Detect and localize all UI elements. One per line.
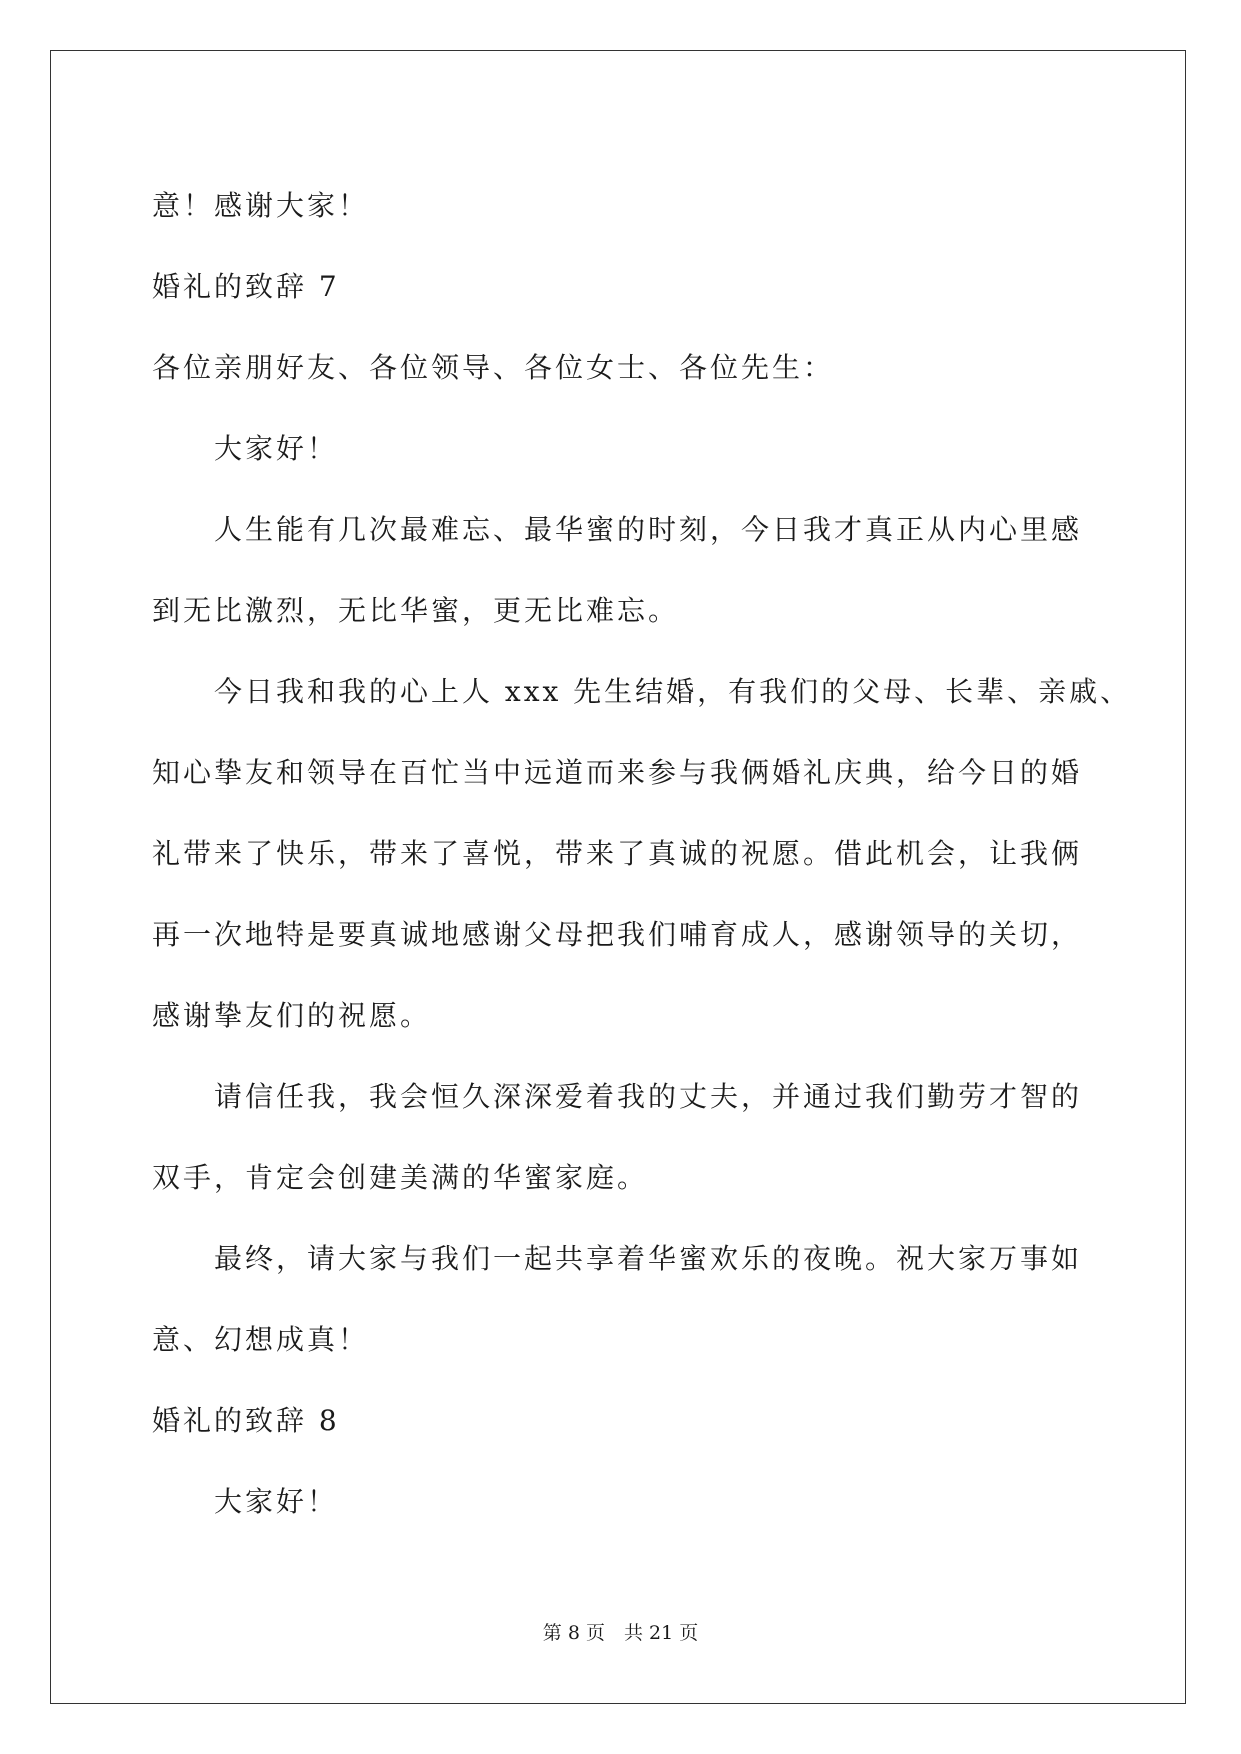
paragraph-line: 知心挚友和领导在百忙当中远道而来参与我俩婚礼庆典，给今日的婚 [152,756,1083,789]
section-heading: 婚礼的致辞 7 [152,270,340,303]
paragraph-line: 人生能有几次最难忘、最华蜜的时刻，今日我才真正从内心里感 [214,513,1083,546]
salutation: 各位亲朋好友、各位领导、各位女士、各位先生： [152,351,835,384]
paragraph-line: 请信任我，我会恒久深深爱着我的丈夫，并通过我们勤劳才智的 [214,1080,1083,1113]
paragraph-line: 今日我和我的心上人 xxx 先生结婚，有我们的父母、长辈、亲戚、 [214,675,1132,708]
text-line: 意！感谢大家！ [152,189,370,222]
paragraph-line: 感谢挚友们的祝愿。 [152,999,432,1032]
paragraph-line: 再一次地特是要真诚地感谢父母把我们哺育成人，感谢领导的关切， [152,918,1083,951]
page-number-footer: 第 8 页 共 21 页 [542,1622,699,1644]
paragraph-line: 双手，肯定会创建美满的华蜜家庭。 [152,1161,649,1194]
paragraph-line: 最终，请大家与我们一起共享着华蜜欢乐的夜晚。祝大家万事如 [214,1242,1083,1275]
document-body [152,165,1132,1542]
paragraph-line: 礼带来了快乐，带来了喜悦，带来了真诚的祝愿。借此机会，让我俩 [152,837,1083,870]
greeting: 大家好！ [214,1485,339,1518]
paragraph-line: 意、幻想成真！ [152,1323,370,1356]
paragraph-line: 到无比激烈，无比华蜜，更无比难忘。 [152,594,680,627]
section-heading: 婚礼的致辞 8 [152,1404,340,1437]
greeting: 大家好！ [214,432,339,465]
